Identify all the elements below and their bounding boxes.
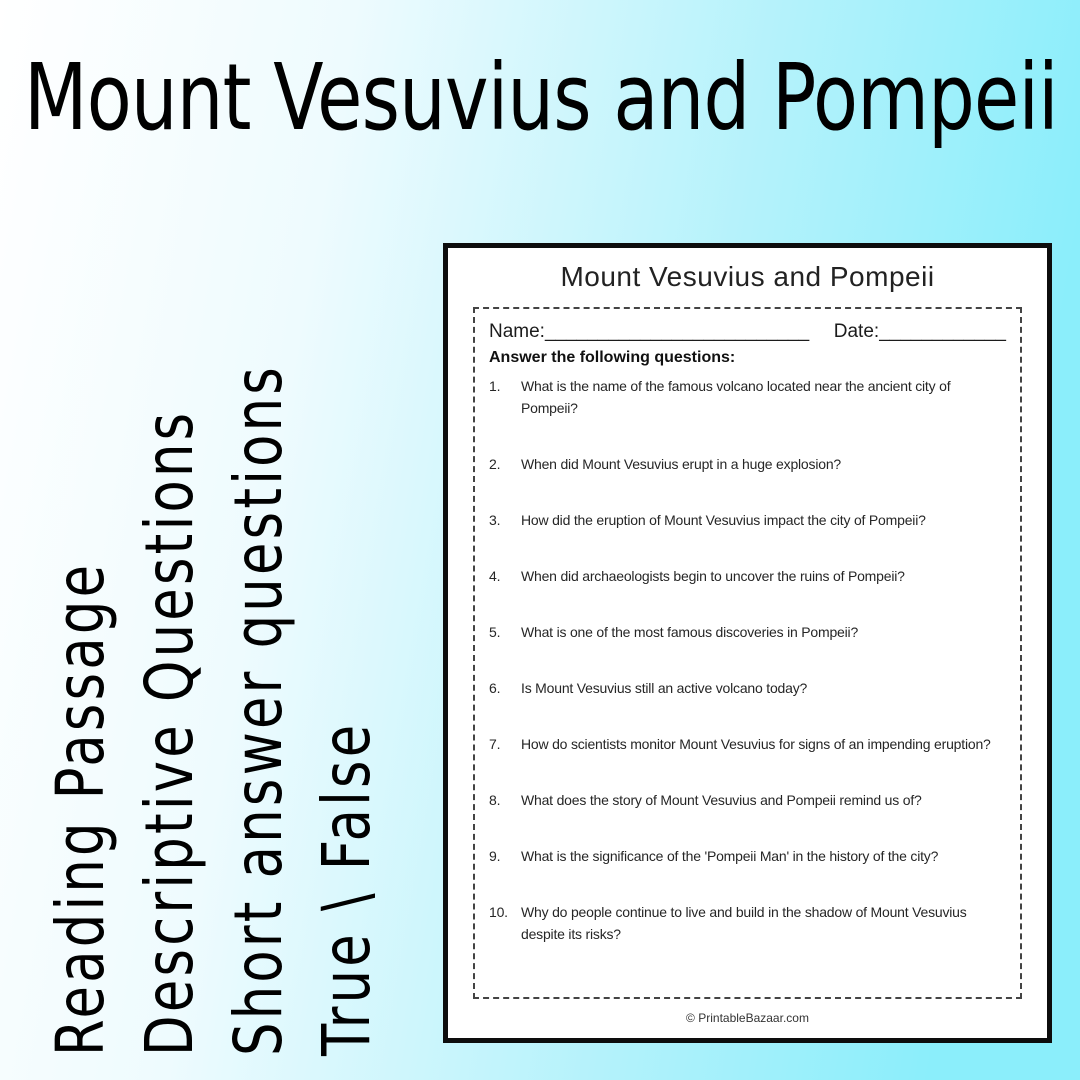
question-item: [489, 733, 1006, 755]
question-item: [489, 845, 1006, 867]
side-label-descriptive-questions: Descriptive Questions: [131, 409, 208, 1056]
date-label: Date:: [833, 321, 880, 342]
question-number: 6.: [489, 680, 501, 696]
question-item: [489, 453, 1006, 475]
question-number: 7.: [489, 736, 501, 752]
side-label-true-false: True \ False: [308, 721, 385, 1056]
name-field: [489, 321, 809, 343]
question-number: 1.: [489, 378, 501, 394]
name-label: Name:: [489, 321, 545, 342]
question-text: How do scientists monitor Mount Vesuvius for signs of an impending eruption?: [521, 736, 991, 752]
worksheet-instruction: Answer the following questions:: [489, 349, 736, 366]
question-number: 3.: [489, 512, 501, 528]
question-item: [489, 677, 1006, 699]
side-label-reading-passage: Reading Passage: [42, 561, 119, 1056]
question-text: Why do people continue to live and build in the shadow of Mount Vesuvius despite its risks?: [521, 904, 967, 942]
question-item: [489, 621, 1006, 643]
date-field: [834, 321, 1006, 343]
question-text: When did Mount Vesuvius erupt in a huge explosion?: [521, 456, 841, 472]
question-item: [489, 509, 1006, 531]
question-text: Is Mount Vesuvius still an active volcano today?: [521, 680, 808, 696]
question-number: 2.: [489, 456, 501, 472]
question-text: What is the name of the famous volcano located near the ancient city of Pompeii?: [521, 378, 951, 416]
question-item: [489, 375, 1006, 419]
question-text: When did archaeologists begin to uncover the ruins of Pompeii?: [521, 568, 905, 584]
question-number: 10.: [489, 904, 508, 920]
question-number: 9.: [489, 848, 501, 864]
question-number: 4.: [489, 568, 501, 584]
question-text: What does the story of Mount Vesuvius and Pompeii remind us of?: [521, 792, 922, 808]
question-number: 5.: [489, 624, 501, 640]
question-item: [489, 901, 1006, 945]
poster-title: Mount Vesuvius and Pompeii: [24, 44, 1058, 151]
worksheet-preview: [443, 243, 1052, 1043]
name-date-row: [489, 321, 1006, 343]
worksheet-footer-credit: © PrintableBazaar.com: [686, 1011, 809, 1025]
question-item: [489, 789, 1006, 811]
question-text: What is the significance of the 'Pompeii Man' in the history of the city?: [521, 848, 939, 864]
question-number: 8.: [489, 792, 501, 808]
worksheet-dashed-frame: [473, 307, 1022, 999]
name-blank-line: _________________________: [544, 321, 810, 342]
date-blank-line: ____________: [879, 321, 1006, 342]
question-item: [489, 565, 1006, 587]
side-label-short-answer-questions: Short answer questions: [220, 364, 297, 1057]
question-list: [489, 375, 1006, 945]
worksheet-title: Mount Vesuvius and Pompeii: [560, 261, 935, 292]
question-text: What is one of the most famous discoveries in Pompeii?: [521, 624, 859, 640]
question-text: How did the eruption of Mount Vesuvius impact the city of Pompeii?: [521, 512, 926, 528]
